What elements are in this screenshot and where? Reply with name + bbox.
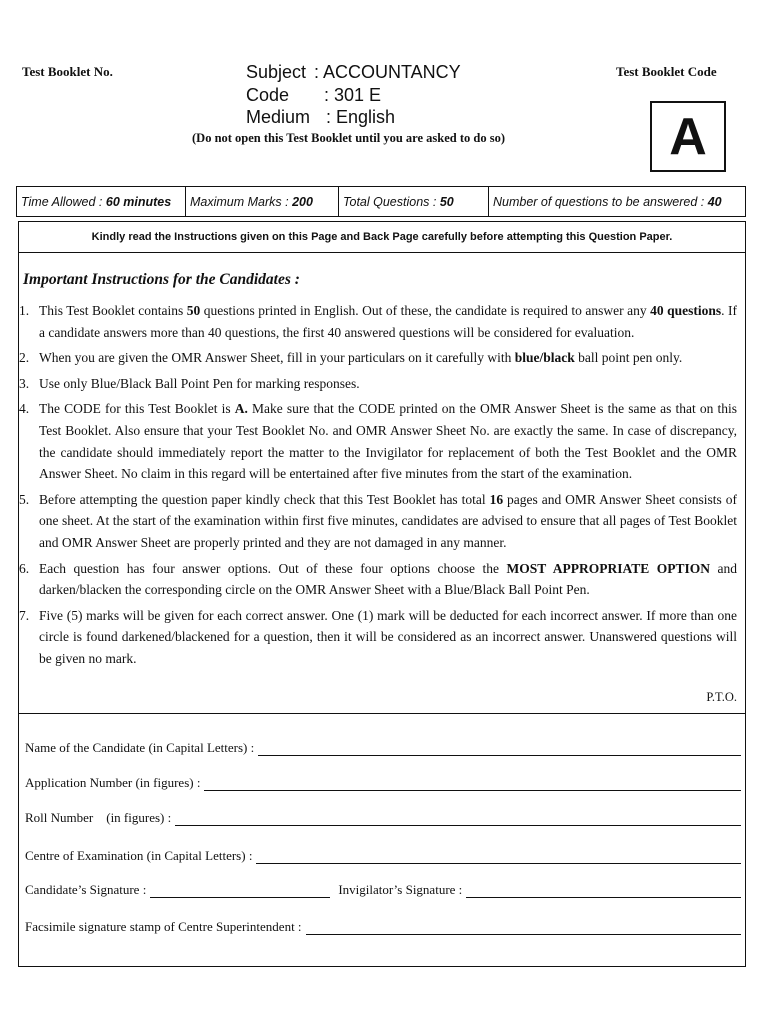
instruction-text: ball point pen only. (574, 350, 683, 366)
time-allowed-label: Time Allowed : (21, 194, 103, 209)
roll-number-field[interactable] (175, 815, 741, 826)
instruction-bold: blue/black (514, 350, 575, 366)
candidate-name-row (25, 740, 741, 756)
instruction-text: questions printed in English. Out of these, the candidate is required to answer any (200, 303, 651, 318)
booklet-code-letter: A (669, 107, 707, 166)
application-number-field[interactable] (204, 780, 741, 791)
instruction-text: and darken/blacken the corresponding circle on the OMR Answer Sheet with a Blue/Black Ball Point Pen. (39, 560, 737, 598)
instruction-number: 4. (19, 401, 30, 417)
medium-value: : English (326, 107, 396, 127)
do-not-open-warning: (Do not open this Test Booklet until you are asked to do so) (192, 131, 506, 145)
centre-label: Centre of Examination (in Capital Letters) : (25, 848, 253, 863)
total-questions-value: 50 (439, 194, 454, 209)
instruction-bold: A. (234, 401, 248, 417)
test-booklet-code-label: Test Booklet Code (616, 64, 717, 79)
invigilator-signature-field[interactable] (466, 887, 741, 898)
application-number-row (25, 775, 741, 791)
instruction-item (19, 489, 743, 554)
exam-meta-table (16, 186, 746, 217)
questions-to-answer-cell (489, 187, 745, 216)
instruction-bold: MOST APPROPRIATE OPTION (506, 560, 710, 576)
pto-label: P.T.O. (706, 690, 737, 704)
instructions-title: Important Instructions for the Candidates : (23, 271, 300, 288)
instruction-item (19, 605, 743, 670)
instruction-item (19, 398, 743, 484)
instruction-text: When you are given the OMR Answer Sheet, fill in your particulars on it carefully with (39, 350, 515, 366)
centre-row (25, 848, 741, 864)
maximum-marks-cell (186, 187, 339, 216)
code-value: : 301 E (324, 85, 382, 105)
read-instructions-notice: Kindly read the Instructions given on this Page and Back Page carefully before attempting this Question Paper. (18, 221, 746, 253)
instruction-item (19, 558, 743, 601)
code-key: Code (246, 85, 290, 105)
code-line (246, 84, 381, 106)
questions-to-answer-label: Number of questions to be answered : (493, 194, 705, 209)
instruction-number: 3. (19, 375, 30, 391)
candidate-name-label: Name of the Candidate (in Capital Letters) : (25, 740, 255, 755)
maximum-marks-label: Maximum Marks : (190, 194, 289, 209)
instruction-text: Make sure that the CODE printed on the OMR Answer Sheet is the same as that on this Test Booklet. Also ensure that your Test Booklet No. and OMR Answer Sheet No. are exactly the same. In case of discrepancy, the candidate should immediately report the matter to the Invigilator for replacement of both the Test Booklet and the OMR Answer Sheet. No claim in this regard will be entertained after five minutes from the start of the examination. (39, 401, 737, 482)
roll-number-label: Roll Number (in figures) : (25, 810, 172, 825)
subject-line (246, 61, 461, 83)
instruction-text: The CODE for this Test Booklet is (39, 401, 235, 417)
instruction-number: 5. (19, 491, 30, 507)
instruction-bold: 40 questions (650, 303, 722, 318)
total-questions-label: Total Questions : (343, 194, 437, 209)
booklet-code-box (650, 101, 726, 172)
subject-key: Subject (246, 62, 307, 82)
roll-number-row (25, 810, 741, 826)
instruction-text: Before attempting the question paper kindly check that this Test Booklet has total (39, 491, 490, 507)
instruction-text: Five (5) marks will be given for each correct answer. One (1) mark will be deducted for each incorrect answer. If more than one circle is found darkened/blackened for a question, then it will be considered as an incorrect answer. Unanswered questions will be given no mark. (39, 607, 737, 666)
test-booklet-no-label: Test Booklet No. (22, 64, 113, 79)
instruction-text: . If a candidate answers more than 40 questions, the first 40 answered questions will be considered for evaluation. (39, 303, 737, 340)
instruction-number: 2. (19, 350, 30, 366)
instruction-number: 7. (19, 607, 30, 623)
candidate-name-field[interactable] (258, 745, 741, 756)
instructions-list (19, 300, 743, 674)
stamp-row (25, 919, 741, 935)
instruction-number: 6. (19, 560, 30, 576)
application-number-label: Application Number (in figures) : (25, 775, 201, 790)
instruction-bold: 16 (489, 491, 504, 507)
instruction-item (19, 347, 743, 369)
instruction-item (19, 300, 743, 343)
instruction-number: 1. (19, 303, 30, 318)
candidate-signature-label: Candidate’s Signature : (25, 882, 147, 897)
maximum-marks-value: 200 (292, 194, 313, 209)
medium-key: Medium (246, 107, 311, 127)
instruction-text: pages and OMR Answer Sheet consists of one sheet. At the start of the examination within first five minutes, candidates are advised to ensure that all pages of Test Booklet and OMR Answer Sheet are properly printed and they are not damaged in any manner. (39, 491, 737, 550)
instruction-bold: 50 (186, 303, 201, 318)
total-questions-cell (339, 187, 489, 216)
candidate-signature-field[interactable] (150, 887, 330, 898)
signature-row (25, 882, 741, 898)
stamp-field[interactable] (306, 924, 741, 935)
stamp-label: Facsimile signature stamp of Centre Superintendent : (25, 919, 302, 934)
candidate-details-form (18, 714, 746, 967)
instruction-item (19, 373, 743, 395)
instruction-text: Each question has four answer options. Out of these four options choose the (39, 560, 507, 576)
invigilator-signature-label: Invigilator’s Signature : (338, 882, 463, 897)
instruction-text: Use only Blue/Black Ball Point Pen for marking responses. (39, 375, 360, 391)
centre-field[interactable] (256, 853, 741, 864)
medium-line (246, 106, 395, 128)
instruction-text: This Test Booklet contains (39, 303, 187, 318)
subject-value: : ACCOUNTANCY (314, 62, 461, 82)
time-allowed-cell (17, 187, 186, 216)
instructions-box (18, 253, 746, 714)
questions-to-answer-value: 40 (707, 194, 722, 209)
time-allowed-value: 60 minutes (105, 194, 172, 209)
